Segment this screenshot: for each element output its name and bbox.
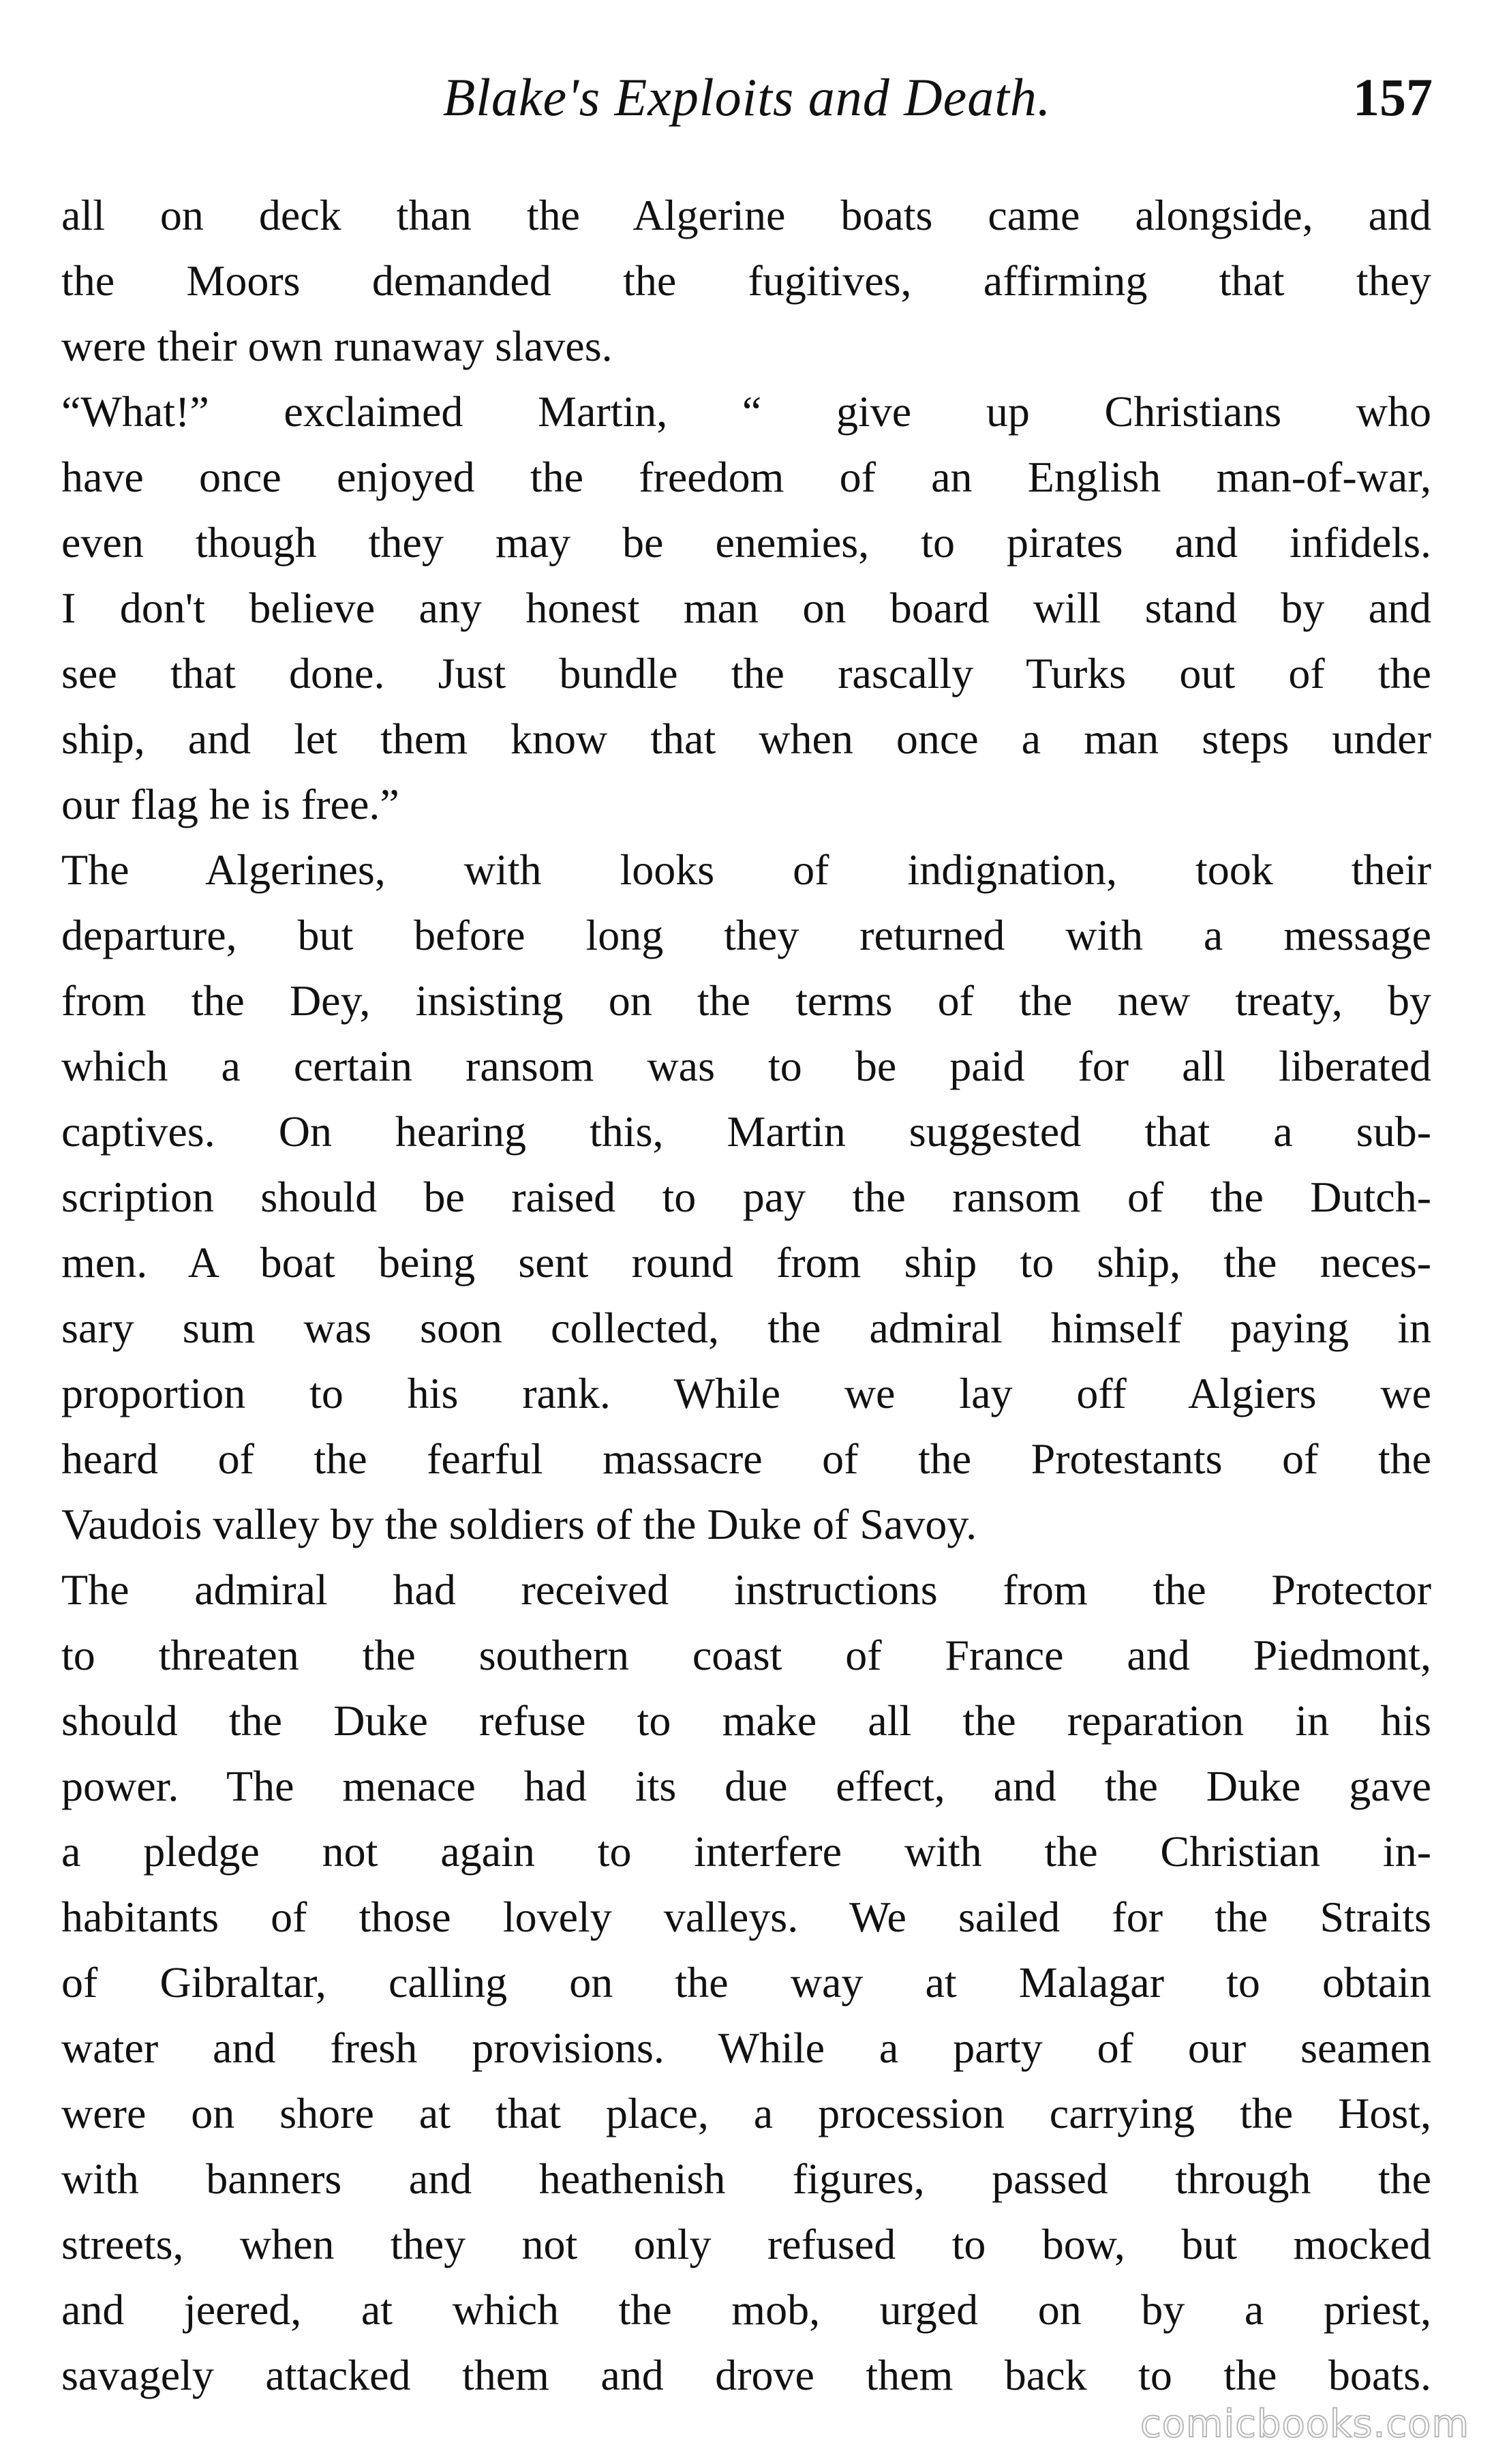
text-line: from the Dey, insisting on the terms of the new treaty, by	[61, 976, 1431, 1025]
watermark: comicbooks.com	[1140, 2402, 1469, 2446]
text-line: our flag he is free.”	[61, 780, 399, 828]
text-line: which a certain ransom was to be paid for all liberated	[61, 1042, 1431, 1090]
text-line: men. A boat being sent round from ship to ship, the neces-	[61, 1238, 1431, 1287]
running-title: Blake's Exploits and Death.	[442, 67, 1052, 127]
text-line: to threaten the southern coast of France and Piedmont,	[61, 1631, 1431, 1679]
text-line: have once enjoyed the freedom of an English man-of-war,	[61, 453, 1431, 501]
text-line: I don't believe any honest man on board will stand by and	[61, 584, 1431, 632]
text-line: of Gibraltar, calling on the way at Malagar to obtain	[61, 1958, 1431, 2007]
text-line: heard of the fearful massacre of the Protestants of the	[61, 1434, 1431, 1483]
text-line: should the Duke refuse to make all the reparation in his	[61, 1696, 1431, 1745]
text-line: streets, when they not only refused to bow, but mocked	[61, 2220, 1431, 2268]
text-line: were their own runaway slaves.	[61, 322, 613, 370]
text-line: were on shore at that place, a procession carrying the Host,	[61, 2089, 1431, 2137]
page-number: 157	[1353, 67, 1433, 127]
text-line: power. The menace had its due effect, and the Duke gave	[61, 1762, 1431, 1810]
text-line: even though they may be enemies, to pirates and infidels.	[61, 518, 1431, 567]
text-line: the Moors demanded the fugitives, affirming that they	[61, 256, 1431, 305]
text-line: The admiral had received instructions from the Protector	[61, 1565, 1431, 1614]
text-line: all on deck than the Algerine boats came alongside, and	[61, 191, 1431, 239]
text-line: habitants of those lovely valleys. We sailed for the Straits	[61, 1893, 1431, 1941]
text-line: a pledge not again to interfere with the Christian in-	[61, 1827, 1431, 1876]
running-head	[61, 60, 1433, 135]
text-line: ship, and let them know that when once a man steps under	[61, 715, 1431, 763]
text-line: captives. On hearing this, Martin suggested that a sub-	[61, 1107, 1431, 1156]
text-line: and jeered, at which the mob, urged on by a priest,	[61, 2285, 1431, 2334]
text-line: see that done. Just bundle the rascally Turks out of the	[61, 649, 1431, 697]
text-line: proportion to his rank. While we lay off Algiers we	[61, 1369, 1431, 1417]
text-line: savagely attacked them and drove them back to the boats.	[61, 2351, 1431, 2399]
text-line: Vaudois valley by the soldiers of the Duke of Savoy.	[61, 1500, 977, 1548]
text-line: The Algerines, with looks of indignation, took their	[61, 845, 1431, 894]
text-line: departure, but before long they returned with a message	[61, 911, 1431, 959]
text-line: water and fresh provisions. While a party of our seamen	[61, 2024, 1431, 2072]
text-line: scription should be raised to pay the ransom of the Dutch-	[61, 1173, 1431, 1221]
body-text	[61, 183, 1431, 2408]
text-line: sary sum was soon collected, the admiral himself paying in	[61, 1304, 1431, 1352]
text-line: “What!” exclaimed Martin, “ give up Christians who	[61, 387, 1431, 436]
text-line: with banners and heathenish figures, passed through the	[61, 2154, 1431, 2203]
